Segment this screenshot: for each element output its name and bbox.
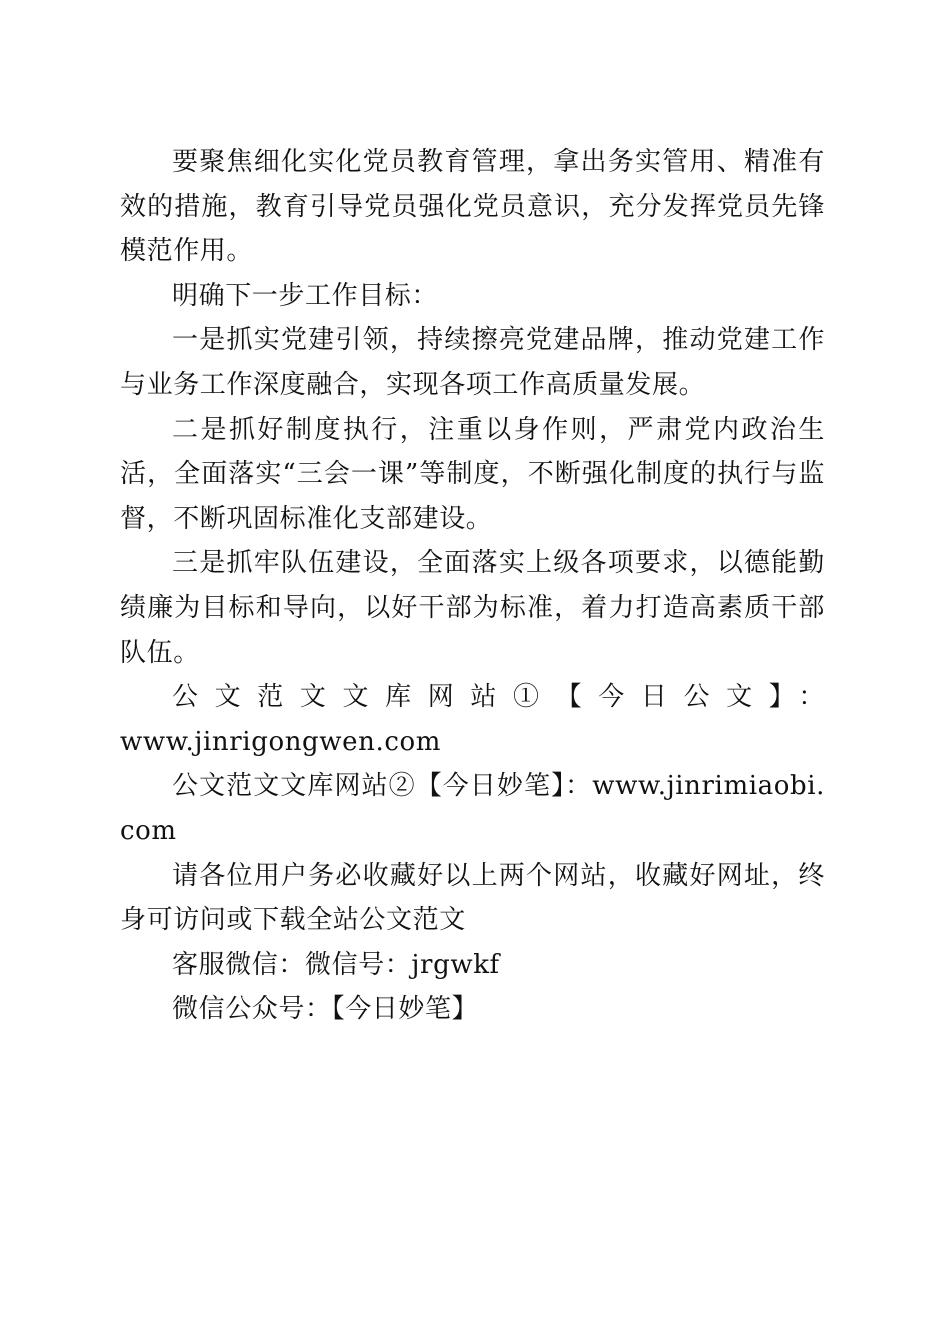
paragraph-goal-one: 一是抓实党建引领，持续擦亮党建品牌，推动党建工作与业务工作深度融合，实现各项工作高质量发展。	[120, 325, 825, 400]
bookmark-notice: 请各位用户务必收藏好以上两个网站，收藏好网址，终身可访问或下载全站公文范文	[120, 860, 825, 936]
official-account: 微信公众号：【今日妙笔】	[172, 994, 479, 1025]
paragraph-goal-two: 二是抓好制度执行，注重以身作则，严肃党内政治生活，全面落实“三会一课”等制度，不断强化制度的执行与监督，不断巩固标准化支部建设。	[120, 414, 825, 534]
customer-service-wechat: 客服微信：微信号：jrgwkf	[172, 949, 500, 980]
document-body	[120, 140, 825, 1032]
paragraph-next-goals-heading: 明确下一步工作目标：	[172, 280, 439, 311]
paragraph-party-education: 要聚焦细化实化党员教育管理，拿出务实管用、精准有效的措施，教育引导党员强化党员意识，充分发挥党员先锋模范作用。	[120, 147, 825, 267]
site-one-label: 公文范文文库网站①【今日公文】：	[172, 682, 825, 713]
site-two-line[interactable]: 公文范文文库网站②【今日妙笔】：www.jinrimiaobi.com	[120, 771, 825, 846]
site-one-url[interactable]: www.jinrigongwen.com	[120, 726, 442, 757]
paragraph-goal-three: 三是抓牢队伍建设，全面落实上级各项要求，以德能勤绩廉为目标和导向，以好干部为标准，着力打造高素质干部队伍。	[120, 548, 825, 668]
